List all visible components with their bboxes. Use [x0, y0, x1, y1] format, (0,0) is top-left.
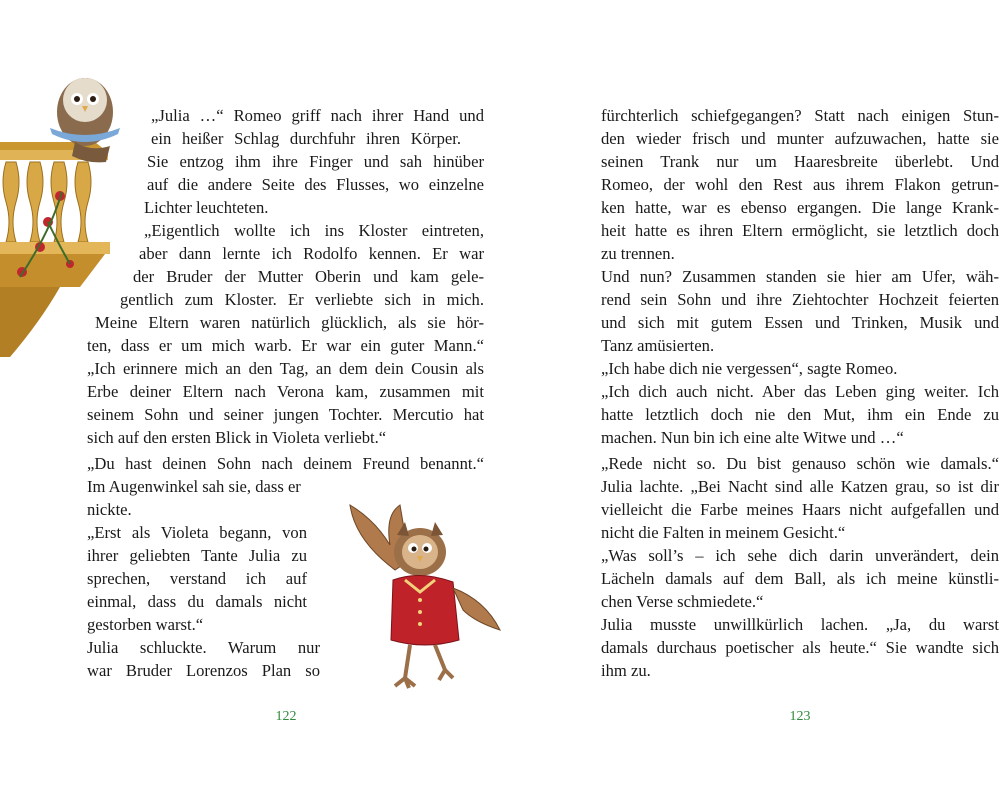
- text-line: chen Verse schmiedete.“: [601, 592, 764, 611]
- text-line: machen. Nun bin ich eine alte Witwe und …“: [601, 428, 904, 447]
- text-line: Lächeln damals auf dem Ball, als ich meine künstli-: [601, 569, 999, 588]
- page-number: 122: [275, 709, 297, 724]
- text-line: zu trennen.: [601, 244, 675, 263]
- text-line: sich auf den ersten Blick in Violeta verliebt.“: [87, 428, 387, 447]
- page-number: 123: [789, 709, 811, 724]
- text-line: fürchterlich schiefgegangen? Statt nach einigen Stun-: [601, 106, 999, 125]
- text-line: ein heißer Schlag durchfuhr ihren Körper.: [151, 129, 461, 148]
- text-line: „Ich erinnere mich an den Tag, an dem dein Cousin als: [87, 359, 484, 378]
- text-line: rend sein Sohn und ihre Ziehtochter Hochzeit feierten: [601, 290, 999, 309]
- text-line: Sie entzog ihm ihre Finger und sah hinüber: [147, 152, 484, 171]
- text-line: Meine Eltern waren natürlich glücklich, als sie hör-: [95, 313, 484, 332]
- text-line: „Ich habe dich nie vergessen“, sagte Romeo.: [601, 359, 898, 378]
- text-line: auf die andere Seite des Flusses, wo einzelne: [147, 175, 484, 194]
- text-line: der Bruder der Mutter Oberin und kam gele-: [133, 267, 484, 286]
- text-line: den wieder frisch und munter aufzuwachen, hatte sie: [601, 129, 999, 148]
- text-line: vielleicht die Farbe meines Haars nicht aufgefallen und: [601, 500, 999, 519]
- text-line: damals durchaus poetischer als heute.“ Sie wandte sich: [601, 638, 999, 657]
- text-line: Und nun? Zusammen standen sie hier am Ufer, wäh-: [601, 267, 999, 286]
- text-line: „Ich dich auch nicht. Aber das Leben ging weiter. Ich: [601, 382, 999, 401]
- text-line: Tanz amüsierten.: [601, 336, 715, 355]
- text-line: Julia schluckte. Warum nur: [87, 638, 320, 657]
- text-line: ken hatte, war es ebenso ergangen. Die lange Krank-: [601, 198, 999, 217]
- text-line: Lichter leuchteten.: [144, 198, 269, 217]
- text-line: gestorben warst.“: [87, 615, 204, 634]
- text-line: aber dann lernte ich Rodolfo kennen. Er war: [139, 244, 484, 263]
- text-line: Im Augenwinkel sah sie, dass er: [87, 477, 301, 496]
- text-line: nickte.: [87, 500, 132, 519]
- text-line: Romeo, der wohl den Rest aus ihrem Flakon getrun-: [601, 175, 999, 194]
- text-line: seinen Trank nur um Haaresbreite überlebt. Und: [601, 152, 999, 171]
- text-line: Erbe deiner Eltern nach Verona kam, zusammen mit: [87, 382, 484, 401]
- text-line: hatte letztlich doch nie den Mut, ihm ein Ende zu: [601, 405, 999, 424]
- text-line: „Julia …“ Romeo griff nach ihrer Hand und: [151, 106, 484, 125]
- text-line: „Was soll’s – ich sehe dich darin unverändert, dein: [601, 546, 999, 565]
- text-line: „Rede nicht so. Du bist genauso schön wie damals.“: [601, 454, 999, 473]
- text-line: „Du hast deinen Sohn nach deinem Freund benannt.“: [87, 454, 484, 473]
- text-line: sprechen, verstand ich auf: [87, 569, 307, 588]
- text-line: seinem Sohn und seiner jungen Tochter. Mercutio hat: [87, 405, 484, 424]
- text-line: Julia lachte. „Bei Nacht sind alle Katzen grau, so ist dir: [601, 477, 999, 496]
- text-line: gentlich zum Kloster. Er verliebte sich in mich.: [120, 290, 484, 309]
- text-line: „Erst als Violeta begann, von: [87, 523, 307, 542]
- text-line: nicht die Falten in meinem Gesicht.“: [601, 523, 846, 542]
- text-line: „Eigentlich wollte ich ins Kloster eintreten,: [144, 221, 484, 240]
- text-line: war Bruder Lorenzos Plan so: [87, 661, 320, 680]
- text-line: einmal, dass du damals nicht: [87, 592, 307, 611]
- text-line: heit hatte es ihren Eltern ermöglicht, sie letztlich doch: [601, 221, 999, 240]
- text-line: Julia musste unwillkürlich lachen. „Ja, du warst: [601, 615, 999, 634]
- text-line: ihrer geliebten Tante Julia zu: [87, 546, 307, 565]
- text-line: und sich mit gutem Essen und Trinken, Musik und: [601, 313, 999, 332]
- text-line: ihm zu.: [601, 661, 651, 680]
- text-line: ten, dass er um mich warb. Er war ein guter Mann.“: [87, 336, 484, 355]
- right-page: [500, 0, 1000, 800]
- dancing-owl-illustration: [335, 500, 510, 695]
